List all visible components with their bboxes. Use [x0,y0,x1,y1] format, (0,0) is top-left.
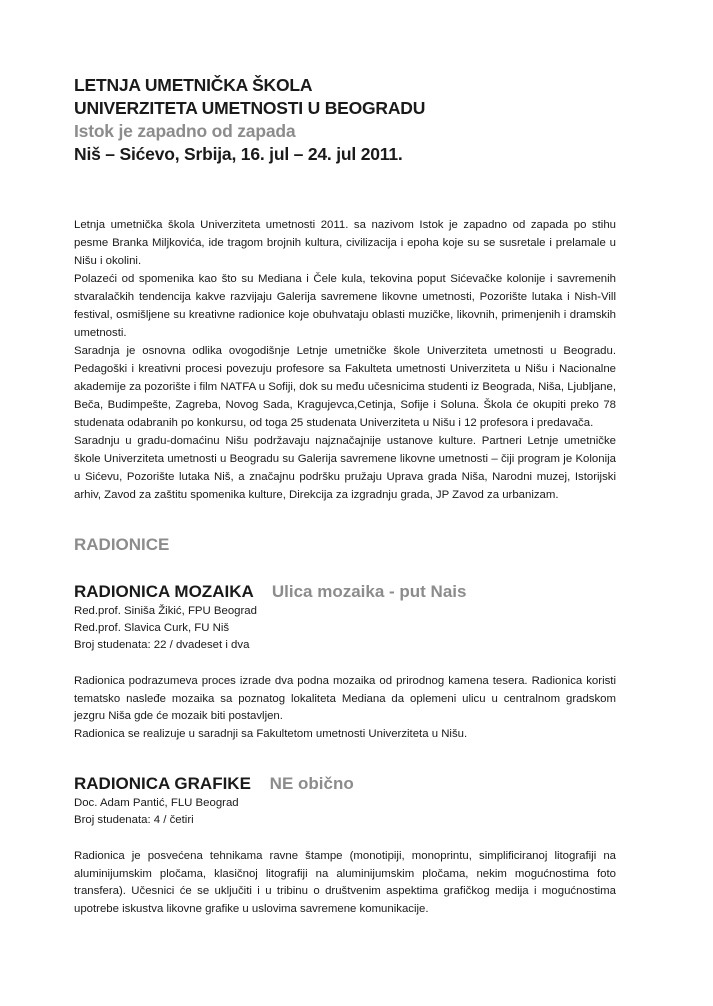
intro-paragraph: Saradnju u gradu-domaćinu Nišu podržavaju najznačajnije ustanove kulture. Partneri Letnje umetničke škole Univerziteta umetnosti u Beogradu su Galerija savremene likovne umetnosti – čiji program je Kolonija u Sićevu, Pozorište lutaka Niš, a značajnu podršku pružaju Uprava grada Niša, Narodni muzej, Istorijski arhiv, Zavod za zaštitu spomenika kulture, Direkcija za izgradnju grada, JP Zavod za urbanizam. [74,435,616,501]
section-heading-radionice: RADIONICE [74,535,170,554]
intro-paragraph: Polazeći od spomenika kao što su Mediana i Čele kula, tekovina poput Sićevačke kolonije i savremenih stvaralačkih tendencija kakve razvijaju Galerija savremene likovne umetnosti, Pozorište lutaka i Nish-Vill festival, osmišljene su kreativne radionice koje obuhvataju oblasti muzičke, likovnih, primenjenih i dramskih umetnosti. [74,273,616,339]
intro-paragraph: Letnja umetnička škola Univerziteta umetnosti 2011. sa nazivom Istok je zapadno od zapada po stihu pesme Branka Miljkovića, ide tragom brojnih kultura, civilizacija i epoha koje su se susretale i prelamale u Nišu i okolini. [74,219,616,267]
description-paragraph: Radionica se realizuje u saradnji sa Fakultetom umetnosti Univerziteta u Nišu. [74,727,468,740]
university-title: UNIVERZITETA UMETNOSTI U BEOGRADU [74,98,426,118]
workshop-student-count: Broj studenata: 4 / četiri [74,814,194,826]
workshop-title: RADIONICA GRAFIKE [74,774,251,793]
description-paragraph: Radionica je posvećena tehnikama ravne štampe (monotipiji, monoprintu, simplificiranoj litografiji na aluminijumskim pločama, klasičnoj litografiji na aluminijumskim pločama, nekim mogućnostima foto transfera). Učesnici će se uključiti i u tribinu o društvenim aspektima grafičkog medija i mogućnostima upotrebe iskustva likovne grafike u uslovima savremene komunikacije. [74,850,616,915]
intro-paragraph: Saradnja je osnovna odlika ovogodišnje Letnje umetničke škole Univerziteta umetnosti u Beogradu. Pedagoški i kreativni procesi povezuju profesore sa Fakulteta umetnosti Univerziteta u Nišu i Nacionalne akademije za pozorište i film NATFA u Sofiji, dok su među učesnicima studenti iz Beograda, Niša, Ljubljane, Beča, Budimpešte, Zagreba, Novog Sada, Kragujevca,Cetinja, Sofije i Soluna. Škola će okupiti preko 78 studenata odabranih po konkursu, od toga 25 studenata Univerziteta u Nišu i 12 profesora i predavača. [74,345,616,429]
program-theme: Istok je zapadno od zapada [74,121,296,141]
workshop-title-row [74,773,616,795]
location-dates: Niš – Sićevo, Srbija, 16. jul – 24. jul 2011. [74,144,403,164]
intro-text [74,216,616,504]
description-paragraph: Radionica podrazumeva proces izrade dva podna mozaika od prirodnog kamena tesera. Radionica koristi tematsko nasleđe mozaika sa poznatog lokaliteta Mediana da oplemeni ulicu u centralnom gradskom jezgru Niša gde će mozaik biti postavljen. [74,675,616,722]
workshop-title-row [74,581,616,603]
workshop-mozaik [74,581,616,743]
document-page [74,74,616,918]
workshop-grafika [74,773,616,918]
workshop-student-count: Broj studenata: 22 / dvadeset i dva [74,639,250,651]
workshop-lecturer: Doc. Adam Pantić, FLU Beograd [74,797,239,809]
workshop-description [74,848,616,918]
workshop-description [74,673,616,743]
workshop-title: RADIONICA MOZAIKA [74,582,254,601]
workshop-subtitle: NE obično [269,774,354,793]
school-title: LETNJA UMETNIČKA ŠKOLA [74,75,313,95]
workshop-lecturer: Red.prof. Slavica Curk, FU Niš [74,622,230,634]
workshop-lecturer: Red.prof. Siniša Žikić, FPU Beograd [74,605,257,617]
document-header [74,74,616,166]
workshop-subtitle: Ulica mozaika - put Nais [271,582,467,601]
